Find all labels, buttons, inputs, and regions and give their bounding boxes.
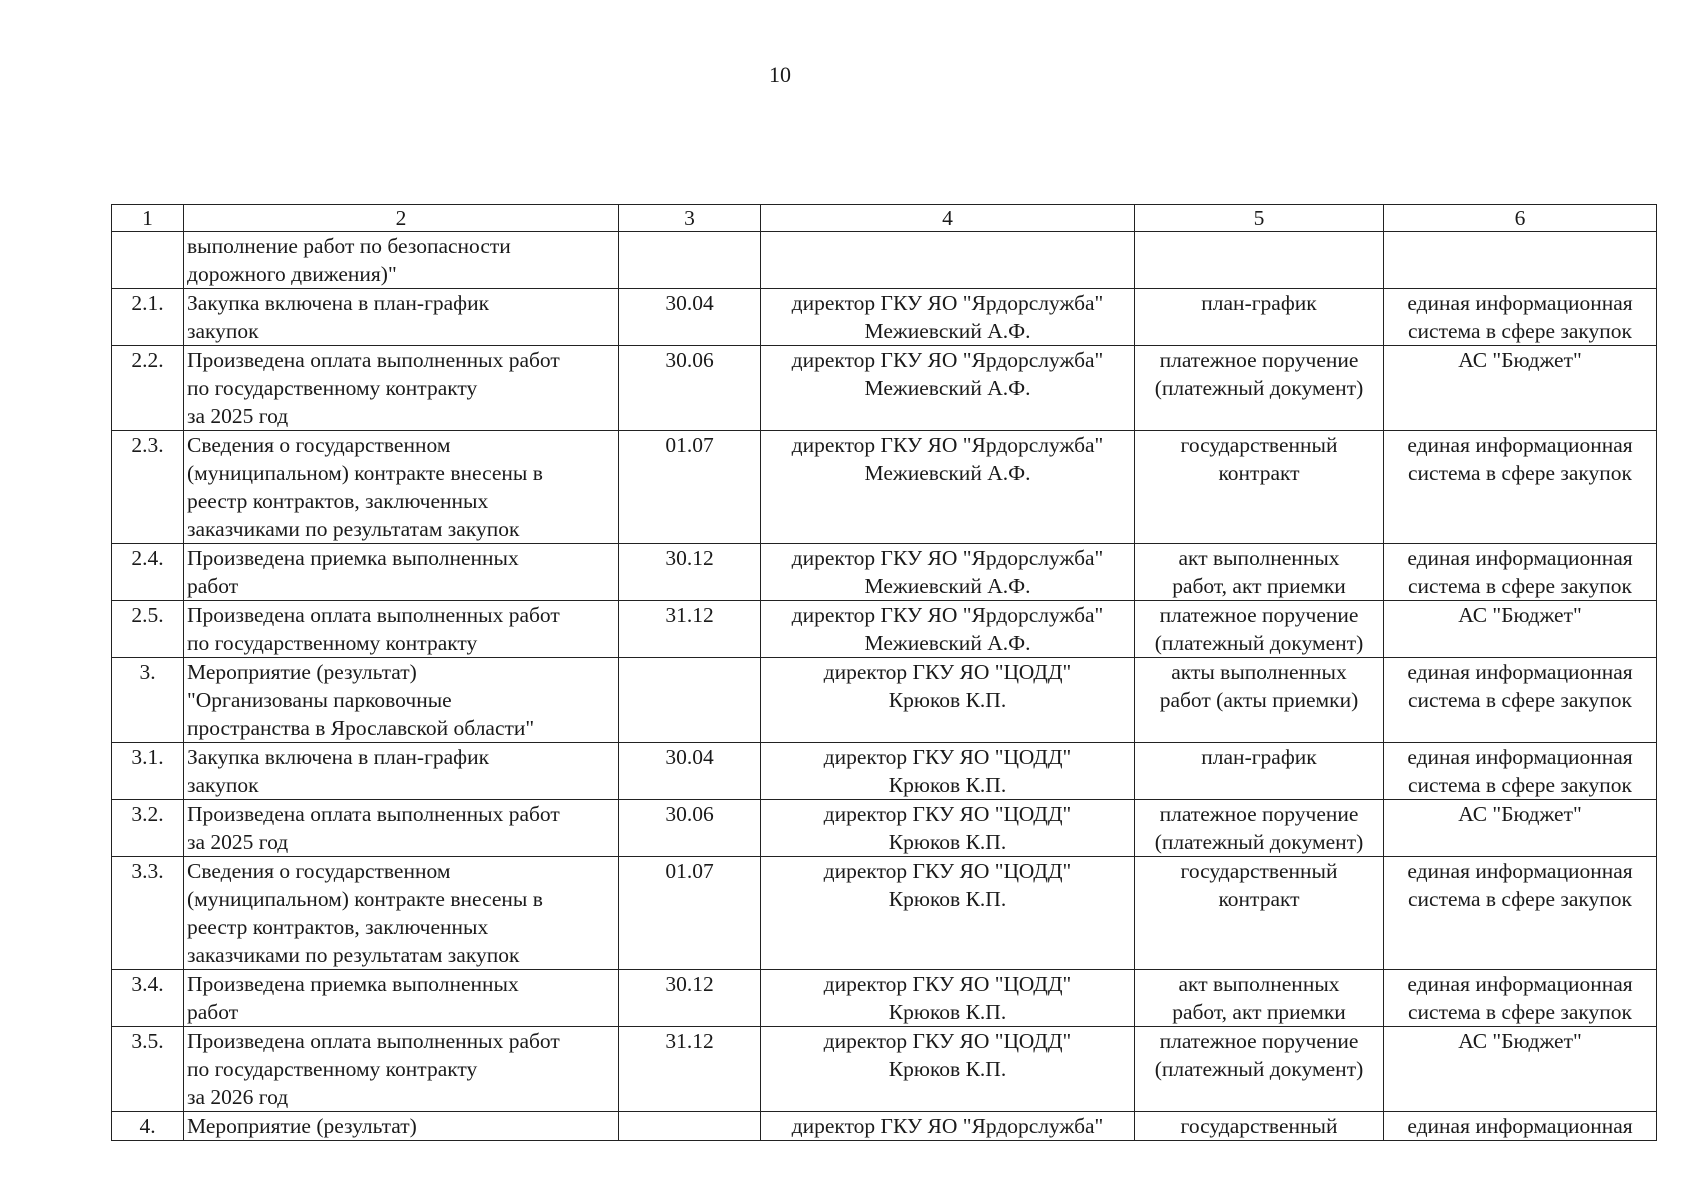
table-row [112,743,1657,800]
row-number-cell: 2.5. [112,601,184,658]
row-number-cell: 4. [112,1112,184,1141]
deadline-cell: 30.06 [619,346,761,431]
information-system-cell: единая информационная система в сфере закупок [1384,970,1657,1027]
information-system-cell: единая информационная система в сфере закупок [1384,658,1657,743]
event-cell: Закупка включена в план-график закупок [184,743,619,800]
row-number-cell: 2.2. [112,346,184,431]
table-row [112,970,1657,1027]
table-row [112,232,1657,289]
information-system-cell [1384,232,1657,289]
responsible-cell: директор ГКУ ЯО "ЦОДД" Крюков К.П. [761,658,1135,743]
information-system-cell: АС "Бюджет" [1384,601,1657,658]
information-system-cell: единая информационная система в сфере закупок [1384,544,1657,601]
row-number-cell: 3.1. [112,743,184,800]
document-type-cell: акты выполненных работ (акты приемки) [1135,658,1384,743]
event-cell: выполнение работ по безопасности дорожного движения)" [184,232,619,289]
information-system-cell: АС "Бюджет" [1384,800,1657,857]
event-cell: Произведена оплата выполненных работ по государственному контракту [184,601,619,658]
information-system-cell: АС "Бюджет" [1384,1027,1657,1112]
plan-table [111,204,1657,1141]
deadline-cell: 31.12 [619,601,761,658]
deadline-cell: 01.07 [619,431,761,544]
event-cell: Произведена оплата выполненных работ за 2025 год [184,800,619,857]
information-system-cell: АС "Бюджет" [1384,346,1657,431]
page-number: 10 [769,62,791,87]
responsible-cell: директор ГКУ ЯО "ЦОДД" Крюков К.П. [761,743,1135,800]
document-type-cell [1135,232,1384,289]
event-cell: Произведена приемка выполненных работ [184,544,619,601]
deadline-cell: 30.12 [619,544,761,601]
header-cell: 2 [184,205,619,232]
responsible-cell: директор ГКУ ЯО "Ярдорслужба" Межиевский А.Ф. [761,431,1135,544]
information-system-cell: единая информационная система в сфере закупок [1384,289,1657,346]
responsible-cell: директор ГКУ ЯО "ЦОДД" Крюков К.П. [761,857,1135,970]
table-body [112,232,1657,1141]
document-type-cell: платежное поручение (платежный документ) [1135,601,1384,658]
document-type-cell: платежное поручение (платежный документ) [1135,800,1384,857]
deadline-cell [619,232,761,289]
responsible-cell: директор ГКУ ЯО "Ярдорслужба" Межиевский А.Ф. [761,289,1135,346]
row-number-cell: 2.1. [112,289,184,346]
event-cell: Закупка включена в план-график закупок [184,289,619,346]
document-type-cell: план-график [1135,289,1384,346]
event-cell: Мероприятие (результат) "Организованы парковочные пространства в Ярославской области" [184,658,619,743]
document-type-cell: акт выполненных работ, акт приемки [1135,544,1384,601]
table-row [112,857,1657,970]
responsible-cell: директор ГКУ ЯО "ЦОДД" Крюков К.П. [761,1027,1135,1112]
document-type-cell: акт выполненных работ, акт приемки [1135,970,1384,1027]
information-system-cell: единая информационная система в сфере закупок [1384,431,1657,544]
row-number-cell: 3.4. [112,970,184,1027]
deadline-cell: 01.07 [619,857,761,970]
table-row [112,346,1657,431]
event-cell: Произведена приемка выполненных работ [184,970,619,1027]
document-type-cell: платежное поручение (платежный документ) [1135,346,1384,431]
row-number-cell: 2.4. [112,544,184,601]
table-row [112,289,1657,346]
deadline-cell: 30.04 [619,289,761,346]
responsible-cell [761,232,1135,289]
responsible-cell: директор ГКУ ЯО "Ярдорслужба" [761,1112,1135,1141]
information-system-cell: единая информационная [1384,1112,1657,1141]
header-cell: 1 [112,205,184,232]
row-number-cell: 3.3. [112,857,184,970]
deadline-cell: 30.12 [619,970,761,1027]
table-row [112,658,1657,743]
information-system-cell: единая информационная система в сфере закупок [1384,743,1657,800]
responsible-cell: директор ГКУ ЯО "ЦОДД" Крюков К.П. [761,970,1135,1027]
responsible-cell: директор ГКУ ЯО "Ярдорслужба" Межиевский А.Ф. [761,346,1135,431]
event-cell: Произведена оплата выполненных работ по государственному контракту за 2026 год [184,1027,619,1112]
responsible-cell: директор ГКУ ЯО "Ярдорслужба" Межиевский А.Ф. [761,601,1135,658]
row-number-cell [112,232,184,289]
event-cell: Сведения о государственном (муниципальном) контракте внесены в реестр контрактов, заключенных заказчиками по результатам закупок [184,857,619,970]
header-cell: 6 [1384,205,1657,232]
event-cell: Мероприятие (результат) [184,1112,619,1141]
responsible-cell: директор ГКУ ЯО "ЦОДД" Крюков К.П. [761,800,1135,857]
row-number-cell: 3.5. [112,1027,184,1112]
table-row [112,800,1657,857]
document-type-cell: платежное поручение (платежный документ) [1135,1027,1384,1112]
document-type-cell: государственный контракт [1135,431,1384,544]
document-type-cell: государственный [1135,1112,1384,1141]
document-type-cell: план-график [1135,743,1384,800]
table-row [112,1112,1657,1141]
table-row [112,1027,1657,1112]
table-row [112,544,1657,601]
deadline-cell: 30.06 [619,800,761,857]
row-number-cell: 3.2. [112,800,184,857]
header-cell: 3 [619,205,761,232]
column-number-header-row [112,205,1657,232]
row-number-cell: 2.3. [112,431,184,544]
deadline-cell [619,1112,761,1141]
document-type-cell: государственный контракт [1135,857,1384,970]
responsible-cell: директор ГКУ ЯО "Ярдорслужба" Межиевский А.Ф. [761,544,1135,601]
deadline-cell [619,658,761,743]
event-cell: Сведения о государственном (муниципальном) контракте внесены в реестр контрактов, заключенных заказчиками по результатам закупок [184,431,619,544]
table-row [112,601,1657,658]
event-cell: Произведена оплата выполненных работ по государственному контракту за 2025 год [184,346,619,431]
header-cell: 5 [1135,205,1384,232]
row-number-cell: 3. [112,658,184,743]
deadline-cell: 31.12 [619,1027,761,1112]
information-system-cell: единая информационная система в сфере закупок [1384,857,1657,970]
table-row [112,431,1657,544]
header-cell: 4 [761,205,1135,232]
deadline-cell: 30.04 [619,743,761,800]
